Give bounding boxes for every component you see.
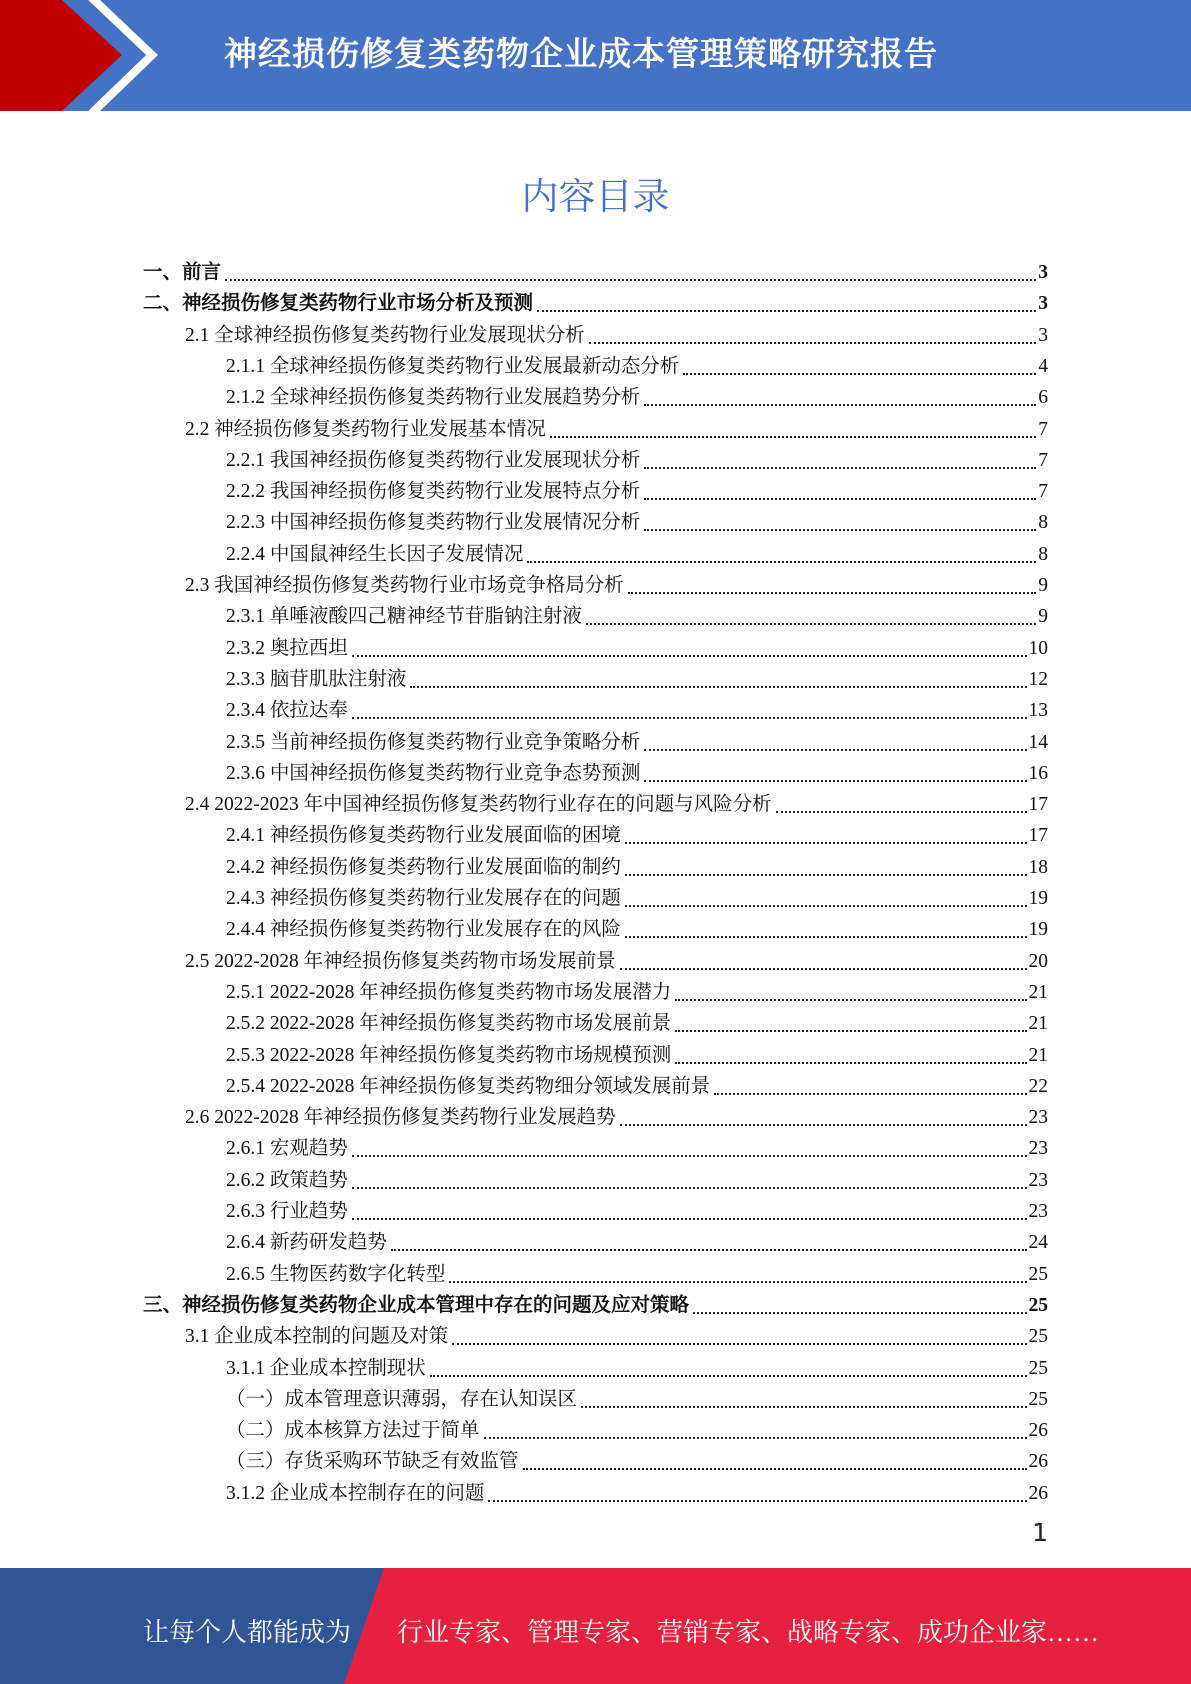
- toc-entry-label: 2.2.4 中国鼠神经生长因子发展情况: [226, 543, 524, 565]
- toc-entry-page: 3: [1038, 293, 1048, 315]
- toc-entry-page: 12: [1028, 668, 1048, 690]
- toc-entry[interactable]: [226, 1444, 1048, 1475]
- toc-entry[interactable]: [185, 1100, 1048, 1131]
- toc-dot-leader: [644, 528, 1036, 531]
- toc-entry-label: 2.1 全球神经损伤修复类药物行业发展现状分析: [185, 324, 585, 346]
- toc-entry-label: 2.5.2 2022-2028 年神经损伤修复类药物市场发展前景: [226, 1013, 672, 1035]
- toc-entry[interactable]: [226, 1351, 1048, 1382]
- toc-entry-page: 7: [1038, 449, 1048, 471]
- toc-entry-page: 7: [1038, 418, 1048, 440]
- toc-entry-label: 2.5.4 2022-2028 年神经损伤修复类药物细分领域发展前景: [226, 1075, 711, 1097]
- toc-entry[interactable]: [226, 1163, 1048, 1194]
- toc-dot-leader: [391, 1248, 1027, 1251]
- toc-entry[interactable]: [226, 1006, 1048, 1037]
- toc-dot-leader: [693, 1311, 1026, 1314]
- toc-entry[interactable]: [226, 1225, 1048, 1256]
- toc-entry-page: 23: [1028, 1169, 1048, 1191]
- toc-dot-leader: [776, 810, 1027, 813]
- toc-entry[interactable]: [226, 599, 1048, 630]
- toc-entry-label: 2.3.3 脑苷肌肽注射液: [226, 668, 407, 690]
- toc-entry[interactable]: [226, 1476, 1048, 1507]
- toc-entry-label: 2.5.3 2022-2028 年神经损伤修复类药物市场规模预测: [226, 1044, 672, 1066]
- toc-entry[interactable]: [185, 944, 1048, 975]
- toc-dot-leader: [644, 497, 1036, 500]
- toc-dot-leader: [620, 1123, 1027, 1126]
- toc-entry-page: 25: [1028, 1263, 1048, 1285]
- toc-entry[interactable]: [226, 662, 1048, 693]
- toc-dot-leader: [644, 466, 1036, 469]
- toc-entry-page: 24: [1028, 1232, 1048, 1254]
- toc-entry-page: 23: [1028, 1107, 1048, 1129]
- toc-entry[interactable]: [226, 1131, 1048, 1162]
- toc-entry-label: 2.5.1 2022-2028 年神经损伤修复类药物市场发展潜力: [226, 981, 672, 1003]
- toc-entry-label: 2.4 2022-2023 年中国神经损伤修复类药物行业存在的问题与风险分析: [185, 794, 772, 816]
- toc-dot-leader: [452, 1342, 1026, 1345]
- toc-entry-page: 26: [1028, 1451, 1048, 1473]
- toc-dot-leader: [352, 1154, 1027, 1157]
- toc-entry-label: （三）存货采购环节缺乏有效监管: [226, 1451, 519, 1473]
- toc-dot-leader: [527, 560, 1036, 563]
- toc-dot-leader: [586, 622, 1036, 625]
- toc-entry-label: 3.1.1 企业成本控制现状: [226, 1357, 426, 1379]
- toc-entry[interactable]: [226, 975, 1048, 1006]
- toc-dot-leader: [523, 1467, 1027, 1470]
- toc-entry-label: 2.2 神经损伤修复类药物行业发展基本情况: [185, 418, 546, 440]
- toc-entry-page: 13: [1028, 700, 1048, 722]
- toc-dot-leader: [675, 1029, 1026, 1032]
- toc-entry-page: 19: [1028, 919, 1048, 941]
- toc-entry-label: 2.3.2 奥拉西坦: [226, 637, 348, 659]
- toc-entry-label: 2.2.1 我国神经损伤修复类药物行业发展现状分析: [226, 449, 641, 471]
- toc-dot-leader: [644, 403, 1036, 406]
- toc-dot-leader: [675, 998, 1026, 1001]
- toc-dot-leader: [352, 1186, 1027, 1189]
- document-title: 神经损伤修复类药物企业成本管理策略研究报告: [224, 34, 938, 73]
- toc-entry-label: 二、神经损伤修复类药物行业市场分析及预测: [143, 293, 534, 315]
- toc-entry-label: 2.3.6 中国神经损伤修复类药物行业竞争态势预测: [226, 762, 641, 784]
- toc-entry-page: 16: [1028, 762, 1048, 784]
- toc-heading: 内容目录: [521, 175, 670, 218]
- toc-entry-page: 25: [1028, 1357, 1048, 1379]
- toc-entry-label: 3.1 企业成本控制的问题及对策: [185, 1326, 449, 1348]
- toc-entry-page: 8: [1038, 512, 1048, 534]
- toc-entry-label: 2.1.1 全球神经损伤修复类药物行业发展最新动态分析: [226, 355, 680, 377]
- toc-dot-leader: [683, 372, 1036, 375]
- footer-slogan-left: 让每个人都能成为: [143, 1618, 352, 1647]
- toc-entry-page: 25: [1028, 1388, 1048, 1410]
- toc-dot-leader: [352, 654, 1027, 657]
- toc-entry[interactable]: [226, 505, 1048, 536]
- toc-entry-label: 三、神经损伤修复类药物企业成本管理中存在的问题及应对策略: [143, 1294, 690, 1316]
- toc-entry-label: 3.1.2 企业成本控制存在的问题: [226, 1482, 485, 1504]
- page-number: 1: [1032, 1518, 1048, 1547]
- toc-entry-label: 2.6.4 新药研发趋势: [226, 1232, 387, 1254]
- toc-entry-label: 2.2.2 我国神经损伤修复类药物行业发展特点分析: [226, 481, 641, 503]
- toc-entry[interactable]: [143, 1288, 1048, 1319]
- toc-entry[interactable]: [226, 1069, 1048, 1100]
- toc-dot-leader: [714, 1092, 1026, 1095]
- toc-entry[interactable]: [226, 443, 1048, 474]
- toc-dot-leader: [430, 1374, 1027, 1377]
- toc-entry[interactable]: [226, 1382, 1048, 1413]
- toc-dot-leader: [352, 1217, 1027, 1220]
- toc-entry-label: 2.6.1 宏观趋势: [226, 1138, 348, 1160]
- toc-entry-label: 2.6.5 生物医药数字化转型: [226, 1263, 446, 1285]
- toc-entry-page: 17: [1028, 825, 1048, 847]
- toc-entry-label: 2.3.5 当前神经损伤修复类药物行业竞争策略分析: [226, 731, 641, 753]
- toc-entry-page: 25: [1028, 1294, 1048, 1316]
- toc-entry[interactable]: [226, 1038, 1048, 1069]
- toc-entry-page: 25: [1028, 1326, 1048, 1348]
- toc-entry-label: 2.6.3 行业趋势: [226, 1201, 348, 1222]
- toc-dot-leader: [352, 716, 1027, 719]
- toc-entry-label: 2.4.4 神经损伤修复类药物行业发展存在的风险: [226, 919, 621, 941]
- toc-entry[interactable]: [226, 349, 1048, 380]
- toc-entry-label: 2.3.4 依拉达奉: [226, 700, 348, 722]
- toc-entry-page: 23: [1028, 1201, 1048, 1222]
- toc-dot-leader: [628, 591, 1036, 594]
- toc-entry-label: 2.1.2 全球神经损伤修复类药物行业发展趋势分析: [226, 387, 641, 409]
- toc-entry-label: 2.6.2 政策趋势: [226, 1169, 348, 1191]
- toc-entry-page: 21: [1028, 981, 1048, 1003]
- toc-entry-page: 9: [1038, 606, 1048, 628]
- toc-entry-label: 2.4.1 神经损伤修复类药物行业发展面临的困境: [226, 825, 621, 847]
- toc-entry-page: 21: [1028, 1044, 1048, 1066]
- toc-entry-page: 19: [1028, 888, 1048, 909]
- footer-banner: [0, 1568, 1191, 1684]
- toc-entry[interactable]: [226, 850, 1048, 881]
- toc-entry-label: 2.3.1 单唾液酸四己糖神经节苷脂钠注射液: [226, 606, 582, 628]
- toc-entry[interactable]: [226, 474, 1048, 505]
- toc-entry[interactable]: [185, 1319, 1048, 1350]
- toc-entry-page: 9: [1038, 575, 1048, 596]
- toc-entry[interactable]: [226, 1194, 1048, 1225]
- toc-entry-label: 2.4.3 神经损伤修复类药物行业发展存在的问题: [226, 888, 621, 909]
- toc-entry[interactable]: [226, 881, 1048, 912]
- toc-entry-page: 21: [1028, 1013, 1048, 1035]
- toc-entry-label: 2.2.3 中国神经损伤修复类药物行业发展情况分析: [226, 512, 641, 534]
- toc-entry[interactable]: [143, 286, 1048, 317]
- toc-entry-page: 6: [1038, 387, 1048, 409]
- toc-entry-page: 10: [1028, 637, 1048, 659]
- footer-slogan-right: 行业专家、管理专家、营销专家、战略专家、成功企业家……: [397, 1618, 1100, 1647]
- toc-entry-label: 2.5 2022-2028 年神经损伤修复类药物市场发展前景: [185, 950, 616, 972]
- toc-entry-page: 26: [1028, 1420, 1048, 1442]
- toc-entry[interactable]: [226, 818, 1048, 849]
- toc-entry[interactable]: [226, 380, 1048, 411]
- toc-entry-page: 8: [1038, 543, 1048, 565]
- toc-entry-page: 22: [1028, 1075, 1048, 1097]
- toc-dot-leader: [488, 1499, 1026, 1502]
- toc-dot-leader: [410, 685, 1026, 688]
- toc-dot-leader: [625, 904, 1027, 907]
- toc-entry-page: 3: [1038, 324, 1048, 346]
- toc-entry[interactable]: [185, 412, 1048, 443]
- toc-dot-leader: [644, 748, 1026, 751]
- toc-entry-label: （二）成本核算方法过于简单: [226, 1420, 480, 1442]
- toc-entry-label: 2.6 2022-2028 年神经损伤修复类药物行业发展趋势: [185, 1107, 616, 1129]
- toc-entry-label: （一）成本管理意识薄弱，存在认知误区: [226, 1388, 578, 1410]
- toc-dot-leader: [625, 873, 1027, 876]
- toc-entry-page: 3: [1038, 262, 1048, 283]
- toc-entry-page: 26: [1028, 1482, 1048, 1504]
- toc-entry[interactable]: [185, 318, 1048, 349]
- toc-entry[interactable]: [185, 568, 1048, 599]
- toc-entry[interactable]: [143, 255, 1048, 286]
- toc-entry-page: 17: [1028, 794, 1048, 816]
- toc-dot-leader: [537, 309, 1036, 312]
- toc-dot-leader: [449, 1280, 1026, 1283]
- toc-entry-label: 2.3 我国神经损伤修复类药物行业市场竞争格局分析: [185, 575, 624, 596]
- toc-dot-leader: [581, 1405, 1026, 1408]
- toc-entry-page: 23: [1028, 1138, 1048, 1160]
- toc-entry-page: 7: [1038, 481, 1048, 503]
- toc-entry[interactable]: [226, 1257, 1048, 1288]
- toc-entry-page: 18: [1028, 856, 1048, 878]
- toc-entry[interactable]: [226, 725, 1048, 756]
- toc-dot-leader: [550, 435, 1036, 438]
- toc-dot-leader: [225, 278, 1036, 281]
- toc-entry-label: 2.4.2 神经损伤修复类药物行业发展面临的制约: [226, 856, 621, 878]
- toc-entry-page: 20: [1028, 950, 1048, 972]
- toc-entry-page: 14: [1028, 731, 1048, 753]
- header-banner: [0, 0, 1191, 111]
- arrow-chevron-icon: [0, 0, 160, 111]
- toc-entry-page: 4: [1038, 355, 1048, 377]
- toc-dot-leader: [644, 779, 1026, 782]
- toc-entry[interactable]: [226, 1413, 1048, 1444]
- toc-dot-leader: [625, 935, 1027, 938]
- toc-dot-leader: [675, 1061, 1026, 1064]
- toc-entry[interactable]: [226, 693, 1048, 724]
- toc-dot-leader: [589, 341, 1036, 344]
- toc-entry[interactable]: [185, 787, 1048, 818]
- toc-entry[interactable]: [226, 756, 1048, 787]
- toc-dot-leader: [484, 1436, 1027, 1439]
- toc-dot-leader: [620, 967, 1027, 970]
- toc-entry[interactable]: [226, 537, 1048, 568]
- toc-entry-label: 一、前言: [143, 262, 222, 283]
- toc-dot-leader: [625, 841, 1027, 844]
- toc-entry[interactable]: [226, 631, 1048, 662]
- toc-entry[interactable]: [226, 912, 1048, 943]
